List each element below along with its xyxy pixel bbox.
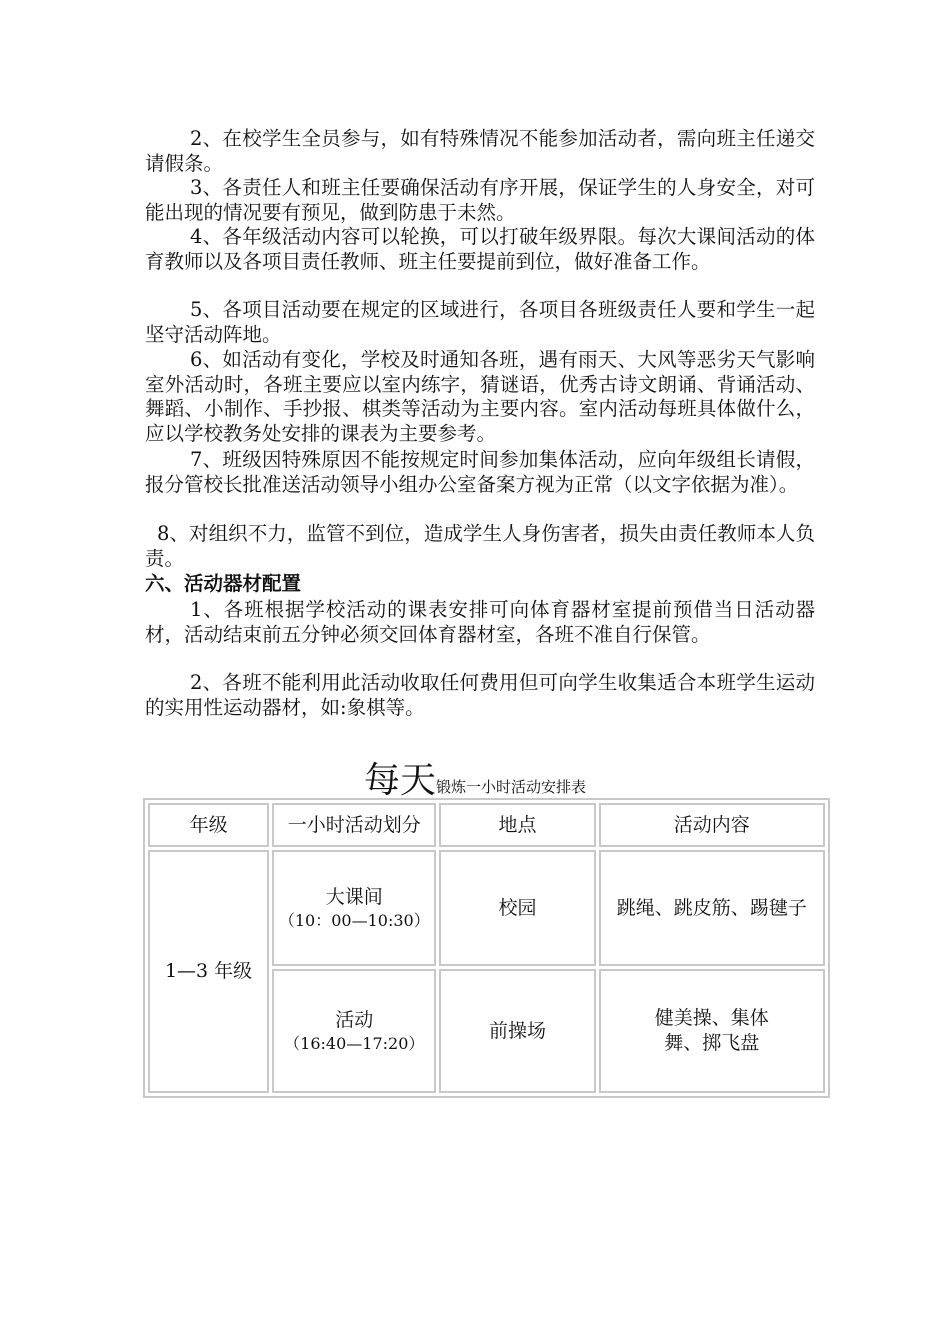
place-cell: 校园	[439, 850, 595, 966]
paragraph-3: 3、各责任人和班主任要确保活动有序开展，保证学生的人身安全，对可能出现的情况要有预见，做到防患于未然。	[145, 176, 815, 224]
period-time: （16:40—17:20）	[284, 1033, 425, 1053]
table-title	[0, 752, 950, 803]
header-grade: 年级	[148, 803, 269, 847]
paragraph-7: 7、班级因特殊原因不能按规定时间参加集体活动，应向年级组长请假，报分管校长批准送活动领导小组办公室备案方视为正常（以文字依据为准）。	[145, 448, 815, 496]
header-place: 地点	[439, 803, 595, 847]
header-division: 一小时活动划分	[272, 803, 436, 847]
content-cell: 健美操、集体舞、掷飞盘	[599, 969, 825, 1093]
section-paragraph-1: 1、各班根据学校活动的课表安排可向体育器材室提前预借当日活动器材，活动结束前五分钟必须交回体育器材室，各班不准自行保管。	[145, 598, 815, 646]
place-cell: 前操场	[439, 969, 595, 1093]
section-heading: 六、活动器材配置	[145, 572, 302, 595]
period-time: （10：00—10:30）	[278, 910, 430, 930]
table-title-small: 锻炼一小时活动安排表	[436, 778, 587, 796]
paragraph-5: 5、各项目活动要在规定的区域进行，各项目各班级责任人要和学生一起坚守活动阵地。	[145, 298, 815, 346]
period-label: 大课间	[325, 885, 383, 908]
paragraph-8: 8、对组织不力，监管不到位，造成学生人身伤害者，损失由责任教师本人负责。	[145, 522, 815, 570]
grade-cell: 1—3 年级	[148, 850, 269, 1093]
header-content: 活动内容	[599, 803, 825, 847]
table-title-big: 每天	[363, 760, 436, 801]
period-label: 活动	[335, 1008, 374, 1031]
section-paragraph-2: 2、各班不能利用此活动收取任何费用但可向学生收集适合本班学生运动的实用性运动器材，如:象棋等。	[145, 671, 815, 719]
table-row	[148, 850, 825, 966]
paragraph-4: 4、各年级活动内容可以轮换，可以打破年级界限。每次大课间活动的体育教师以及各项目责任教师、班主任要提前到位，做好准备工作。	[145, 225, 815, 273]
paragraph-6: 6、如活动有变化，学校及时通知各班，遇有雨天、大风等恶劣天气影响室外活动时，各班主要应以室内练字，猜谜语，优秀古诗文朗诵、背诵活动、舞蹈、小制作、手抄报、棋类等活动为主要内容。室内活动每班具体做什么，应以学校教务处安排的课表为主要参考。	[145, 348, 815, 445]
table-header-row	[148, 803, 825, 847]
paragraph-2: 2、在校学生全员参与，如有特殊情况不能参加活动者，需向班主任递交请假条。	[145, 127, 815, 175]
period-cell	[272, 850, 436, 966]
schedule-table	[143, 798, 830, 1098]
content-cell: 跳绳、跳皮筋、踢毽子	[599, 850, 825, 966]
period-cell	[272, 969, 436, 1093]
